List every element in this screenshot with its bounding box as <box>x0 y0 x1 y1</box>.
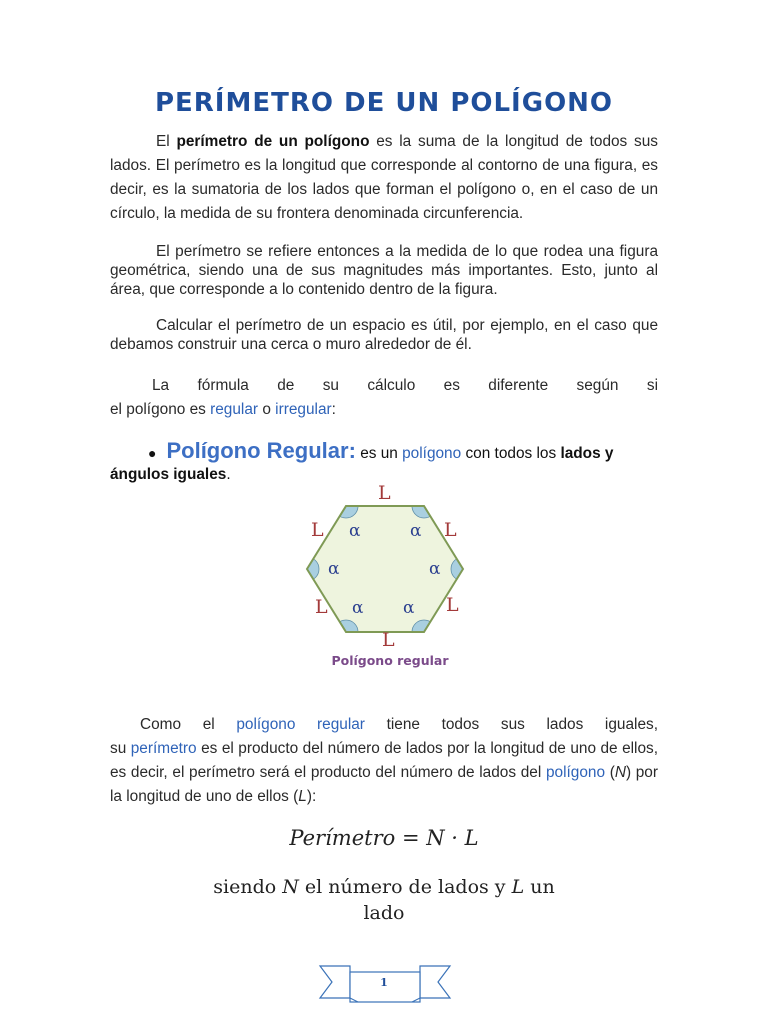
angle-label-right: α <box>429 559 441 579</box>
regular-hexagon-diagram <box>300 483 470 653</box>
link-regular[interactable]: regular <box>210 401 259 418</box>
angle-label-bottom-left: α <box>352 598 364 618</box>
link-poligono[interactable]: polígono <box>402 445 462 462</box>
page-number: 1 <box>380 976 388 989</box>
paragraph-measure: El perímetro se refiere entonces a la medida de lo que rodea una figura geométrica, siendo una de sus magnitudes más importantes. Esto, junto al área, que corresponde a lo contenido dentro de la figura. <box>110 243 658 298</box>
side-label-top: L <box>378 483 391 504</box>
angle-label-top-left: α <box>349 521 361 541</box>
angle-label-bottom-right: α <box>403 598 415 618</box>
bullet-regular-polygon: ● Polígono Regular: es un polígono con todos los lados y ángulos iguales. <box>110 438 614 483</box>
figure-caption: Polígono regular <box>331 653 449 668</box>
side-label-upper-right: L <box>444 519 457 541</box>
term-perimetro: perímetro de un polígono <box>176 133 370 150</box>
side-label-lower-right: L <box>446 594 459 616</box>
paragraph-definition: El perímetro de un polígono es la suma de la longitud de todos sus lados. El perímetro es la longitud que corresponde al contorno de una figura, es decir, es la sumatoria de los lados que forman el polígono o, en el caso de un círculo, la medida de su frontera denominada circunferencia. <box>110 133 658 222</box>
regular-polygon-heading: Polígono Regular: <box>166 438 356 463</box>
formula-explanation: siendo N el número de lados y L un lado <box>213 876 555 924</box>
paragraph-regular-perimeter: Como el polígono regular tiene todos sus lados iguales, su perímetro es el producto del número de lados por la longitud de uno de ellos, es decir, el perímetro será el producto del número de lados del polígono (N) por la longitud de uno de ellos (L): <box>110 716 659 805</box>
link-perimetro[interactable]: perímetro <box>130 740 197 757</box>
angle-label-top-right: α <box>410 521 422 541</box>
page-title: PERÍMETRO DE UN POLÍGONO <box>154 88 614 118</box>
side-label-lower-left: L <box>315 596 328 618</box>
angle-label-left: α <box>328 559 340 579</box>
link-poligono-regular[interactable]: polígono regular <box>236 716 365 733</box>
paragraph-usefulness: Calcular el perímetro de un espacio es útil, por ejemplo, en el caso que debamos construir una cerca o muro alrededor de él. <box>110 317 658 353</box>
side-label-bottom: L <box>382 629 395 651</box>
bullet-icon: ● <box>148 445 157 461</box>
perimeter-formula: Perímetro = N · L <box>289 826 479 850</box>
link-irregular[interactable]: irregular <box>275 401 332 418</box>
paragraph-formula-intro: La fórmula de su cálculo es diferente según si el polígono es regular o irregular: <box>110 377 658 418</box>
link-poligono-2[interactable]: polígono <box>545 764 606 781</box>
side-label-upper-left: L <box>311 519 324 541</box>
